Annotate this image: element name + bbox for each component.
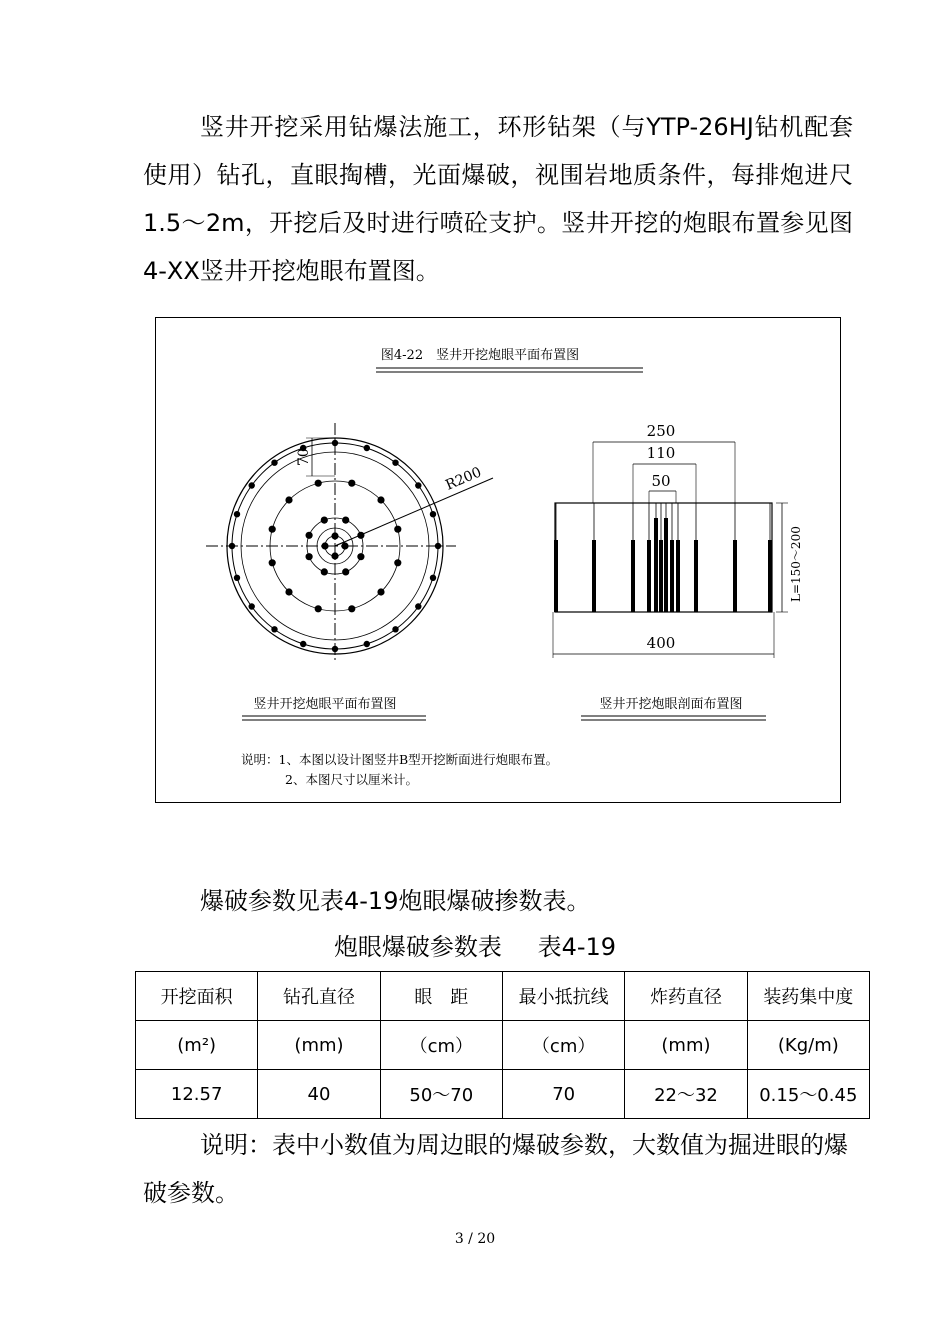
blast-hole bbox=[234, 511, 240, 517]
blast-hole bbox=[342, 517, 349, 524]
blast-hole bbox=[331, 532, 338, 539]
blast-hole bbox=[300, 641, 306, 647]
unit-cell: (m²) bbox=[136, 1021, 258, 1070]
spacing-70-label: 70 bbox=[296, 448, 312, 466]
section-hole-charge bbox=[592, 540, 596, 612]
blast-hole bbox=[306, 532, 313, 539]
section-holes bbox=[554, 503, 772, 612]
blast-hole bbox=[435, 543, 441, 549]
blast-hole bbox=[430, 575, 436, 581]
blast-hole bbox=[285, 588, 292, 595]
table-reference-text: 爆破参数见表4-19炮眼爆破掺数表。 bbox=[200, 887, 591, 915]
table-title-text: 炮眼爆破参数表 bbox=[333, 933, 502, 961]
section-hole-charge bbox=[554, 540, 558, 612]
blast-hole bbox=[341, 542, 348, 549]
unit-cell: （cm） bbox=[502, 1021, 624, 1070]
unit-cell: (Kg/m) bbox=[747, 1021, 869, 1070]
unit-cell: (mm) bbox=[258, 1021, 380, 1070]
blast-parameter-table bbox=[135, 971, 870, 1119]
blast-hole bbox=[271, 626, 277, 632]
section-hole-charge bbox=[631, 540, 635, 612]
table-note: 说明：表中小数值为周边眼的爆破参数，大数值为掘进眼的爆破参数。 bbox=[143, 1131, 848, 1207]
blast-hole bbox=[229, 543, 235, 549]
dim-50-label: 50 bbox=[651, 472, 671, 490]
length-label: L=150～200 bbox=[789, 526, 803, 602]
section-view bbox=[553, 422, 803, 658]
section-hole-charge bbox=[676, 540, 680, 612]
value-cell: 12.57 bbox=[136, 1070, 258, 1119]
value-cell: 40 bbox=[258, 1070, 380, 1119]
blast-hole bbox=[271, 460, 277, 466]
header-cell: 钻孔直径 bbox=[258, 972, 380, 1021]
blast-hole bbox=[249, 603, 255, 609]
blast-hole bbox=[331, 552, 338, 559]
blast-hole bbox=[321, 542, 328, 549]
unit-cell: (mm) bbox=[625, 1021, 747, 1070]
intro-paragraph: 竖井开挖采用钻爆法施工，环形钻架（与YTP-26HJ钻机配套使用）钻孔，直眼掏槽，光面爆破，视围岩地质条件，每排炮进尺1.5～2m，开挖后及时进行喷砼支护。竖井开挖的炮眼布置参见图4-XX竖井开挖炮眼布置图。 bbox=[143, 113, 853, 285]
blast-hole bbox=[357, 553, 364, 560]
blast-hole bbox=[321, 517, 328, 524]
blast-hole bbox=[332, 646, 338, 652]
table-header-row bbox=[136, 972, 870, 1021]
section-caption: 竖井开挖炮眼剖面布置图 bbox=[599, 697, 743, 712]
blast-hole bbox=[348, 605, 355, 612]
dim-400-label: 400 bbox=[646, 634, 676, 652]
plan-view bbox=[206, 423, 493, 663]
page-number: 3 / 20 bbox=[454, 1231, 496, 1247]
plan-caption: 竖井开挖炮眼平面布置图 bbox=[253, 697, 397, 712]
section-hole-charge bbox=[664, 518, 668, 612]
blast-hole bbox=[364, 641, 370, 647]
section-hole-charge bbox=[670, 540, 674, 612]
blast-hole bbox=[342, 568, 349, 575]
blast-hole bbox=[364, 445, 370, 451]
blast-hole bbox=[392, 460, 398, 466]
figure-note-1: 说明：1、本图以设计图竖井B型开挖断面进行炮眼布置。 bbox=[241, 752, 559, 767]
section-hole-charge bbox=[647, 540, 651, 612]
table-number: 表4-19 bbox=[537, 933, 617, 961]
radius-label: R200 bbox=[443, 464, 484, 494]
blast-hole bbox=[249, 482, 255, 488]
value-cell: 0.15～0.45 bbox=[747, 1070, 869, 1119]
table-title bbox=[0, 925, 950, 969]
value-cell: 50～70 bbox=[380, 1070, 502, 1119]
section-hole-charge bbox=[733, 540, 737, 612]
header-cell: 最小抵抗线 bbox=[502, 972, 624, 1021]
section-hole-charge bbox=[654, 518, 658, 612]
blast-hole bbox=[415, 603, 421, 609]
blast-hole-figure bbox=[155, 317, 841, 803]
blast-hole bbox=[269, 526, 276, 533]
blast-hole bbox=[269, 559, 276, 566]
blast-hole bbox=[430, 511, 436, 517]
blast-hole bbox=[415, 482, 421, 488]
blast-hole bbox=[285, 496, 292, 503]
blast-hole bbox=[332, 440, 338, 446]
header-cell: 装药集中度 bbox=[747, 972, 869, 1021]
value-cell: 22～32 bbox=[625, 1070, 747, 1119]
figure-drawing bbox=[156, 318, 842, 804]
blast-hole bbox=[306, 553, 313, 560]
blast-hole bbox=[315, 605, 322, 612]
blast-hole bbox=[377, 588, 384, 595]
blast-hole bbox=[315, 480, 322, 487]
figure-note-2: 2、本图尺寸以厘米计。 bbox=[285, 772, 418, 787]
header-cell: 开挖面积 bbox=[136, 972, 258, 1021]
section-hole-charge bbox=[659, 540, 663, 612]
table-value-row bbox=[136, 1070, 870, 1119]
blast-hole bbox=[377, 496, 384, 503]
section-hole-charge bbox=[768, 540, 772, 612]
blast-hole bbox=[234, 575, 240, 581]
blast-hole bbox=[394, 559, 401, 566]
figure-title: 图4-22 竖井开挖炮眼平面布置图 bbox=[380, 348, 580, 363]
table-unit-row bbox=[136, 1021, 870, 1070]
unit-cell: （cm） bbox=[380, 1021, 502, 1070]
blast-hole bbox=[394, 526, 401, 533]
blast-hole bbox=[321, 568, 328, 575]
header-cell: 炸药直径 bbox=[625, 972, 747, 1021]
dim-250-label: 250 bbox=[646, 422, 676, 440]
blast-hole bbox=[348, 480, 355, 487]
blast-hole bbox=[392, 626, 398, 632]
dim-110-label: 110 bbox=[646, 444, 676, 462]
section-hole-charge bbox=[694, 540, 698, 612]
header-cell: 眼 距 bbox=[380, 972, 502, 1021]
value-cell: 70 bbox=[502, 1070, 624, 1119]
